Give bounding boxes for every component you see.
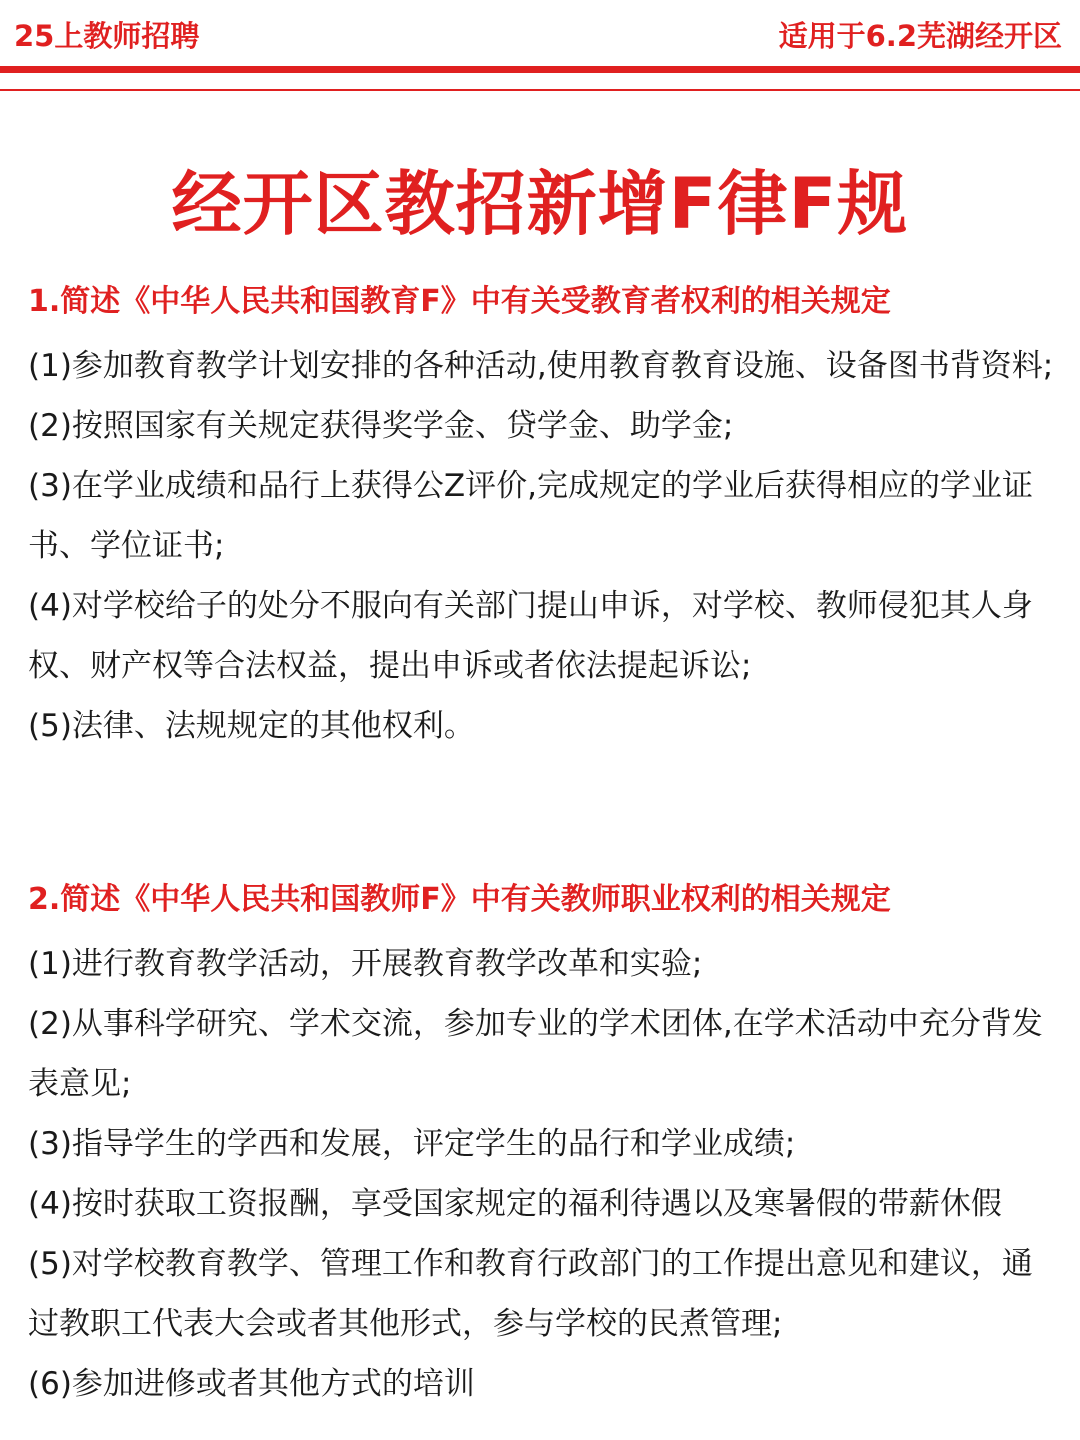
item-list (28, 934, 1058, 1414)
list-item: (4)按时获取工资报酬，享受国家规定的福利待遇以及寒暑假的带薪休假 (28, 1186, 1002, 1222)
list-item: (3)指导学生的学西和发展，评定学生的品行和学业成绩; (28, 1126, 796, 1162)
list-item: (5)法律、法规规定的其他权利。 (28, 708, 475, 744)
header-applicability-label: 适用于6.2芜湖经开区 (778, 19, 1062, 53)
list-item: (2)按照国家有关规定获得奖学金、贷学金、助学金; (28, 408, 734, 444)
list-item: (6)参加进修或者其他方式的培训 (28, 1366, 475, 1402)
header-category-label: 25上教师招聘 (14, 19, 200, 53)
section-education-law (28, 282, 1058, 756)
header-divider-thin (0, 89, 1080, 91)
list-item: (1)进行教育教学活动，开展教育教学改革和实验; (28, 946, 703, 982)
list-item: (4)对学校给子的处分不服向有关部门提山申诉，对学校、教师侵犯其人身权、财产权等合法权益，提出申诉或者依法提起诉讼; (28, 588, 1033, 684)
item-list (28, 336, 1058, 756)
list-item: (3)在学业成绩和品行上获得公Z评价,完成规定的学业后获得相应的学业证书、学位证书; (28, 468, 1033, 564)
list-item: (1)参加教育教学计划安排的各种活动,使用教育教育设施、设备图书背资料; (28, 348, 1054, 384)
section-teachers-law (28, 880, 1058, 1414)
page-header (0, 0, 1080, 66)
section-heading: 1.简述《中华人民共和国教育F》中有关受教育者权利的相关规定 (28, 284, 891, 319)
header-divider-thick (0, 66, 1080, 73)
section-heading: 2.简述《中华人民共和国教师F》中有关教师职业权利的相关规定 (28, 882, 891, 917)
list-item: (5)对学校教育教学、管理工作和教育行政部门的工作提出意见和建议，通过教职工代表大会或者其他形式，参与学校的民煮管理; (28, 1246, 1033, 1342)
list-item: (2)从事科学研究、学术交流，参加专业的学术团体,在学术活动中充分背发表意见; (28, 1006, 1043, 1102)
page-title: 经开区教招新增F律F规 (171, 163, 909, 245)
